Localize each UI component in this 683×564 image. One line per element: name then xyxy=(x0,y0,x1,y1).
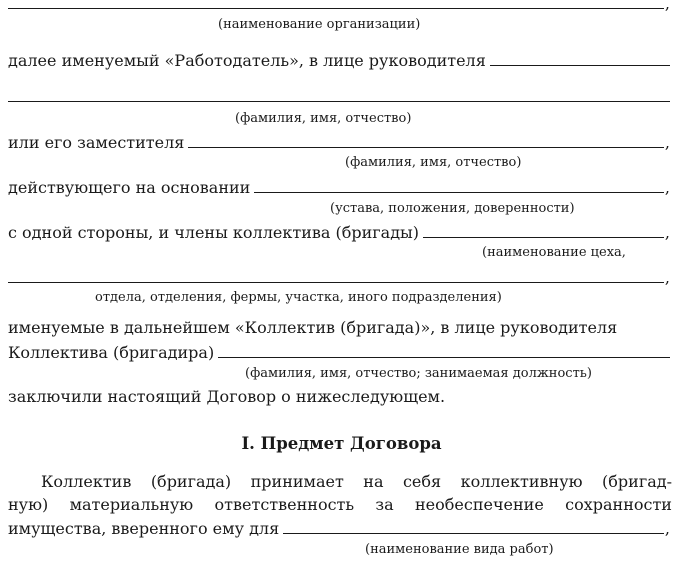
deputy-blank[interactable] xyxy=(188,132,664,148)
comma: , xyxy=(664,178,670,197)
paragraph-word: необеспечение xyxy=(415,495,544,514)
caption-basis: (устава, положения, доверенности) xyxy=(330,201,575,216)
comma: , xyxy=(664,223,670,242)
paragraph-word: материальную xyxy=(69,495,194,514)
paragraph-line-2 xyxy=(8,495,672,515)
collective-line xyxy=(8,318,680,338)
paragraph-word: ную) xyxy=(8,495,49,514)
paragraph-word: за xyxy=(375,495,394,514)
director-name-blank[interactable] xyxy=(8,86,670,102)
director-name-line xyxy=(8,86,670,102)
org-name-line xyxy=(8,0,670,14)
comma: , xyxy=(664,268,670,287)
director-blank[interactable] xyxy=(490,50,670,66)
deputy-text: или его заместителя xyxy=(8,133,185,152)
paragraph-line-3-text: имущества, вверенного ему для xyxy=(8,519,280,538)
paragraph-word: Коллектив xyxy=(41,472,132,491)
caption-fio-position: (фамилия, имя, отчество; занимаемая должность) xyxy=(245,366,592,381)
employer-line xyxy=(8,50,670,71)
caption-fio-2: (фамилия, имя, отчество) xyxy=(345,155,522,170)
one-side-text: с одной стороны, и члены коллектива (бригады) xyxy=(8,223,420,242)
caption-org-name: (наименование организации) xyxy=(218,17,421,32)
foreman-blank[interactable] xyxy=(218,342,670,358)
caption-workshop: (наименование цеха, xyxy=(482,245,626,260)
concluded-line xyxy=(8,387,670,407)
acting-text: действующего на основании xyxy=(8,178,251,197)
paragraph-word: (бригад- xyxy=(602,472,672,491)
comma: , xyxy=(664,519,670,538)
paragraph-word: сохранности xyxy=(565,495,672,514)
caption-work-type: (наименование вида работ) xyxy=(365,542,554,557)
deputy-line xyxy=(8,132,670,153)
acting-line xyxy=(8,177,670,198)
subdivision-blank[interactable] xyxy=(8,267,664,283)
paragraph-word: (бригада) xyxy=(150,472,232,491)
paragraph-word: коллективную xyxy=(460,472,583,491)
workshop-blank[interactable] xyxy=(423,222,664,238)
caption-fio-1: (фамилия, имя, отчество) xyxy=(235,111,412,126)
paragraph-word: ответственность xyxy=(214,495,355,514)
collective-text: именуемые в дальнейшем «Коллектив (бригада)», в лице руководителя xyxy=(8,318,618,337)
one-side-line xyxy=(8,222,670,243)
paragraph-word: себя xyxy=(402,472,442,491)
work-type-blank[interactable] xyxy=(283,518,664,534)
basis-blank[interactable] xyxy=(254,177,664,193)
org-name-blank[interactable] xyxy=(8,0,664,9)
paragraph-word: на xyxy=(363,472,384,491)
section-title: I. Предмет Договора xyxy=(241,434,442,453)
employer-text: далее именуемый «Работодатель», в лице руководителя xyxy=(8,51,486,70)
subdivision-line xyxy=(8,267,670,288)
caption-subdivision: отдела, отделения, фермы, участка, иного подразделения) xyxy=(95,290,502,305)
foreman-line xyxy=(8,342,670,363)
concluded-text: заключили настоящий Договор о нижеследующем. xyxy=(8,387,446,406)
paragraph-line-1 xyxy=(41,472,672,492)
foreman-text: Коллектива (бригадира) xyxy=(8,343,215,362)
comma: , xyxy=(664,133,670,152)
comma: , xyxy=(664,0,670,13)
paragraph-word: принимает xyxy=(250,472,344,491)
paragraph-line-3 xyxy=(8,518,670,539)
